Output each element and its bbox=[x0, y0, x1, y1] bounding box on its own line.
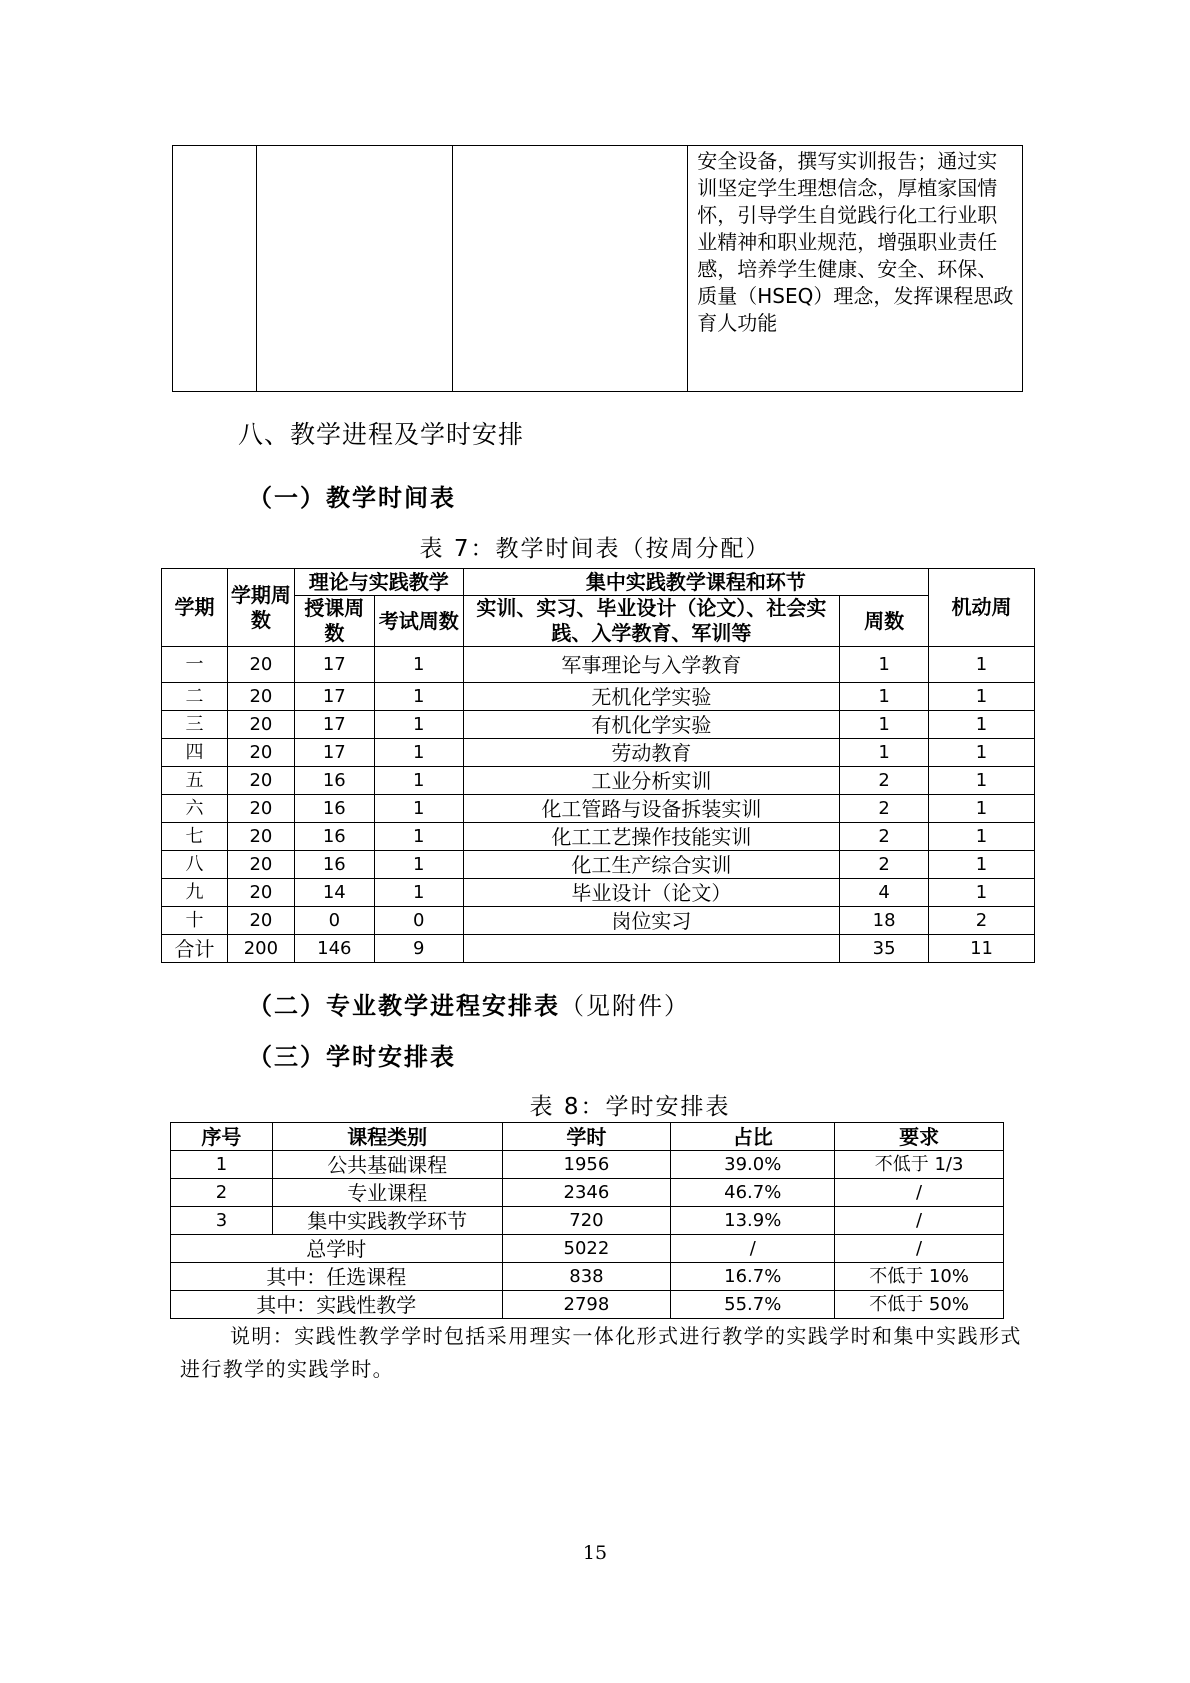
cell-teaching-weeks: 17 bbox=[294, 683, 374, 711]
cell-weeks: 20 bbox=[227, 767, 294, 795]
cell-weeks: 20 bbox=[227, 683, 294, 711]
cell-course-weeks: 2 bbox=[840, 851, 929, 879]
cell-course: 工业分析实训 bbox=[463, 767, 840, 795]
cell-no: 1 bbox=[171, 1151, 273, 1179]
cell-no: 3 bbox=[171, 1207, 273, 1235]
cell-semester: 六 bbox=[162, 795, 228, 823]
cell-teaching-weeks: 17 bbox=[294, 711, 374, 739]
table7-caption: 表 7：教学时间表（按周分配） bbox=[419, 536, 771, 562]
subheading-progress-main: （二）专业教学进程安排表 bbox=[248, 992, 560, 1020]
table8-caption: 表 8：学时安排表 bbox=[529, 1094, 731, 1120]
cell-weeks: 20 bbox=[227, 879, 294, 907]
subheading-hours-table: （三）学时安排表 bbox=[248, 1043, 456, 1071]
cell-teaching-weeks: 17 bbox=[294, 647, 374, 683]
header-theory-practice: 理论与实践教学 bbox=[294, 569, 463, 596]
cell-exam-weeks: 1 bbox=[374, 879, 463, 907]
cell-weeks: 20 bbox=[227, 851, 294, 879]
header-teaching-weeks: 授课周数 bbox=[294, 596, 374, 647]
cell-semester: 四 bbox=[162, 739, 228, 767]
cell-exam-weeks: 1 bbox=[374, 739, 463, 767]
cell-total-course-weeks: 35 bbox=[840, 935, 929, 963]
cell-semester: 五 bbox=[162, 767, 228, 795]
header-course-weeks: 周数 bbox=[840, 596, 929, 647]
table-summary-row bbox=[171, 1263, 1004, 1291]
cell-category: 公共基础课程 bbox=[272, 1151, 502, 1179]
cell-course: 有机化学实验 bbox=[463, 711, 840, 739]
cell-teaching-weeks: 0 bbox=[294, 907, 374, 935]
table-row bbox=[162, 879, 1035, 907]
cell-flexible: 1 bbox=[929, 767, 1035, 795]
table-row bbox=[162, 647, 1035, 683]
cell-course-weeks: 2 bbox=[840, 767, 929, 795]
cell-requirement: 不低于 50% bbox=[835, 1291, 1004, 1319]
cell-flexible: 1 bbox=[929, 823, 1035, 851]
header-concentrated-practice: 集中实践教学课程和环节 bbox=[463, 569, 928, 596]
cell-weeks: 20 bbox=[227, 907, 294, 935]
cell-hours: 720 bbox=[502, 1207, 671, 1235]
table-summary-row bbox=[171, 1235, 1004, 1263]
cell-requirement: 不低于 10% bbox=[835, 1263, 1004, 1291]
cell-teaching-weeks: 17 bbox=[294, 739, 374, 767]
cell-course-weeks: 4 bbox=[840, 879, 929, 907]
cell-course-weeks: 1 bbox=[840, 711, 929, 739]
table-row bbox=[171, 1179, 1004, 1207]
cell-total-teaching-weeks: 146 bbox=[294, 935, 374, 963]
cell-course-weeks: 1 bbox=[840, 739, 929, 767]
cell-total-exam-weeks: 9 bbox=[374, 935, 463, 963]
cell-flexible: 1 bbox=[929, 683, 1035, 711]
section-heading: 八、教学进程及学时安排 bbox=[238, 420, 525, 449]
cell-ratio: 55.7% bbox=[671, 1291, 835, 1319]
cell-semester: 九 bbox=[162, 879, 228, 907]
cell-hours: 2346 bbox=[502, 1179, 671, 1207]
cell-semester: 三 bbox=[162, 711, 228, 739]
table-row bbox=[162, 767, 1035, 795]
table-row bbox=[162, 739, 1035, 767]
subheading-teaching-schedule: （一）教学时间表 bbox=[248, 484, 456, 512]
cont-cell-4 bbox=[688, 146, 1023, 392]
subheading-progress-table bbox=[248, 986, 690, 1021]
header-semester-weeks: 学期周数 bbox=[227, 569, 294, 647]
cell-exam-weeks: 1 bbox=[374, 767, 463, 795]
header-no: 序号 bbox=[171, 1123, 273, 1151]
cell-weeks: 20 bbox=[227, 795, 294, 823]
table-row bbox=[171, 1151, 1004, 1179]
cell-teaching-weeks: 14 bbox=[294, 879, 374, 907]
cell-exam-weeks: 1 bbox=[374, 647, 463, 683]
cell-total-label: 合计 bbox=[162, 935, 228, 963]
cell-semester: 二 bbox=[162, 683, 228, 711]
cell-exam-weeks: 1 bbox=[374, 683, 463, 711]
cell-ratio: 16.7% bbox=[671, 1263, 835, 1291]
cell-category: 集中实践教学环节 bbox=[272, 1207, 502, 1235]
cell-ratio: 46.7% bbox=[671, 1179, 835, 1207]
cell-weeks: 20 bbox=[227, 647, 294, 683]
header-flexible-weeks: 机动周 bbox=[929, 569, 1035, 647]
cell-requirement: / bbox=[835, 1179, 1004, 1207]
cell-hours: 838 bbox=[502, 1263, 671, 1291]
cell-weeks: 20 bbox=[227, 823, 294, 851]
table-summary-row bbox=[171, 1291, 1004, 1319]
cell-flexible: 1 bbox=[929, 647, 1035, 683]
cell-exam-weeks: 1 bbox=[374, 795, 463, 823]
cell-semester: 十 bbox=[162, 907, 228, 935]
cell-course-weeks: 2 bbox=[840, 823, 929, 851]
cell-hours: 1956 bbox=[502, 1151, 671, 1179]
cell-total-course bbox=[463, 935, 840, 963]
header-hours: 学时 bbox=[502, 1123, 671, 1151]
cell-course: 劳动教育 bbox=[463, 739, 840, 767]
cell-hours: 5022 bbox=[502, 1235, 671, 1263]
cell-teaching-weeks: 16 bbox=[294, 823, 374, 851]
cell-ratio: / bbox=[671, 1235, 835, 1263]
cell-weeks: 20 bbox=[227, 739, 294, 767]
page-number: 15 bbox=[582, 1542, 608, 1564]
cell-summary-label: 其中：实践性教学 bbox=[171, 1291, 503, 1319]
table-row bbox=[162, 851, 1035, 879]
cell-exam-weeks: 1 bbox=[374, 823, 463, 851]
cell-course: 军事理论与入学教育 bbox=[463, 647, 840, 683]
cell-flexible: 1 bbox=[929, 795, 1035, 823]
cell-summary-label: 总学时 bbox=[171, 1235, 503, 1263]
cell-total-flexible: 11 bbox=[929, 935, 1035, 963]
continuation-table bbox=[172, 145, 1023, 392]
teaching-time-table bbox=[161, 568, 1035, 963]
cell-semester: 七 bbox=[162, 823, 228, 851]
cell-course-weeks: 18 bbox=[840, 907, 929, 935]
cell-category: 专业课程 bbox=[272, 1179, 502, 1207]
cell-flexible: 1 bbox=[929, 739, 1035, 767]
cont-cell-1 bbox=[173, 146, 257, 392]
cell-course: 毕业设计（论文） bbox=[463, 879, 840, 907]
cell-exam-weeks: 1 bbox=[374, 851, 463, 879]
cell-requirement: / bbox=[835, 1207, 1004, 1235]
cont-cell-2 bbox=[256, 146, 452, 392]
cell-teaching-weeks: 16 bbox=[294, 851, 374, 879]
cont-cell-3 bbox=[452, 146, 688, 392]
header-course: 实训、实习、毕业设计（论文）、社会实践、入学教育、军训等 bbox=[463, 596, 840, 647]
table-row bbox=[162, 683, 1035, 711]
table8-note: 说明：实践性教学学时包括采用理实一体化形式进行教学的实践学时和集中实践形式进行教学的实践学时。 bbox=[180, 1324, 1022, 1381]
cell-exam-weeks: 1 bbox=[374, 711, 463, 739]
cell-teaching-weeks: 16 bbox=[294, 767, 374, 795]
cell-course-weeks: 1 bbox=[840, 683, 929, 711]
table-row bbox=[162, 907, 1035, 935]
cell-course-weeks: 2 bbox=[840, 795, 929, 823]
cont-cell-text: 安全设备，撰写实训报告；通过实训坚定学生理想信念，厚植家国情怀，引导学生自觉践行化工行业职业精神和职业规范，增强职业责任感，培养学生健康、安全、环保、质量（HSEQ）理念，发挥课程思政育人功能 bbox=[697, 149, 1014, 335]
cell-course: 岗位实习 bbox=[463, 907, 840, 935]
cell-course: 无机化学实验 bbox=[463, 683, 840, 711]
header-ratio: 占比 bbox=[671, 1123, 835, 1151]
cell-semester: 八 bbox=[162, 851, 228, 879]
cell-requirement: 不低于 1/3 bbox=[835, 1151, 1004, 1179]
header-exam-weeks: 考试周数 bbox=[374, 596, 463, 647]
table-total-row bbox=[162, 935, 1035, 963]
cell-flexible: 2 bbox=[929, 907, 1035, 935]
header-requirement: 要求 bbox=[835, 1123, 1004, 1151]
cell-course: 化工管路与设备拆装实训 bbox=[463, 795, 840, 823]
header-semester: 学期 bbox=[162, 569, 228, 647]
cell-no: 2 bbox=[171, 1179, 273, 1207]
cell-teaching-weeks: 16 bbox=[294, 795, 374, 823]
table-row bbox=[162, 823, 1035, 851]
cell-total-weeks: 200 bbox=[227, 935, 294, 963]
table-row bbox=[171, 1207, 1004, 1235]
cell-requirement: / bbox=[835, 1235, 1004, 1263]
cell-course-weeks: 1 bbox=[840, 647, 929, 683]
cell-summary-label: 其中：任选课程 bbox=[171, 1263, 503, 1291]
subheading-progress-note: （见附件） bbox=[560, 992, 690, 1020]
cell-course: 化工生产综合实训 bbox=[463, 851, 840, 879]
cell-flexible: 1 bbox=[929, 711, 1035, 739]
header-category: 课程类别 bbox=[272, 1123, 502, 1151]
cell-weeks: 20 bbox=[227, 711, 294, 739]
cell-ratio: 13.9% bbox=[671, 1207, 835, 1235]
cell-flexible: 1 bbox=[929, 879, 1035, 907]
table-row bbox=[162, 795, 1035, 823]
hours-table bbox=[170, 1122, 1004, 1319]
table-row bbox=[162, 711, 1035, 739]
cell-course: 化工工艺操作技能实训 bbox=[463, 823, 840, 851]
cell-exam-weeks: 0 bbox=[374, 907, 463, 935]
cell-hours: 2798 bbox=[502, 1291, 671, 1319]
cell-semester: 一 bbox=[162, 647, 228, 683]
cell-ratio: 39.0% bbox=[671, 1151, 835, 1179]
cell-flexible: 1 bbox=[929, 851, 1035, 879]
